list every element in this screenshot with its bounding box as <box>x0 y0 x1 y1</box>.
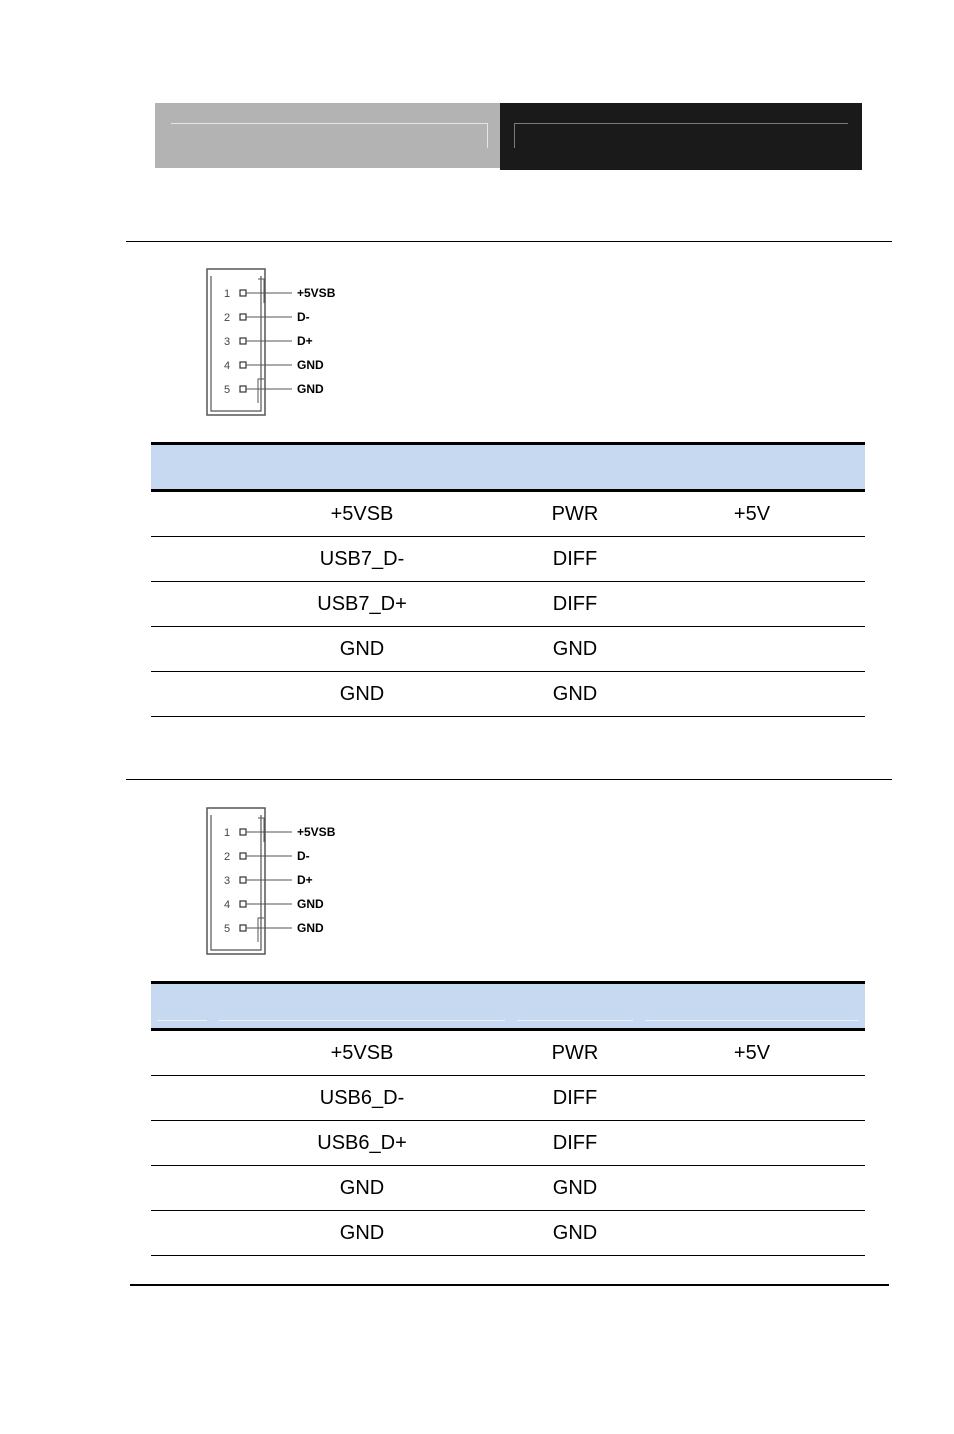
type-cell: GND <box>511 1166 639 1211</box>
connector-2-pin-diagram <box>200 805 360 957</box>
header-cell <box>639 983 865 1030</box>
pin-4 <box>224 358 324 372</box>
pin-label: +5VSB <box>297 286 336 300</box>
level-cell <box>639 582 865 627</box>
pin-5 <box>224 382 324 396</box>
pin-number: 3 <box>224 875 231 887</box>
pin-2 <box>224 310 310 324</box>
level-cell <box>639 627 865 672</box>
table-row <box>151 537 865 582</box>
type-cell: PWR <box>511 1030 639 1076</box>
header-underline <box>219 1020 505 1021</box>
header-cell <box>213 444 511 491</box>
pin-pad <box>240 877 246 883</box>
level-cell: +5V <box>639 1030 865 1076</box>
signal-cell: USB6_D+ <box>213 1121 511 1166</box>
connector-outline <box>207 808 265 954</box>
connector-1-pin-table <box>151 442 865 717</box>
pin-number: 2 <box>224 851 231 863</box>
type-cell: GND <box>511 672 639 717</box>
pin-number: 3 <box>224 336 231 348</box>
pin-pad <box>240 290 246 296</box>
pin-cell <box>151 537 213 582</box>
pin-number: 2 <box>224 312 231 324</box>
table-row <box>151 491 865 537</box>
connector-inner <box>211 276 261 411</box>
pin-pad <box>240 338 246 344</box>
header-underline <box>645 1020 859 1021</box>
signal-cell: GND <box>213 1211 511 1256</box>
header-cell <box>213 983 511 1030</box>
pin-pad <box>240 853 246 859</box>
pin-number: 5 <box>224 923 231 935</box>
level-cell <box>639 537 865 582</box>
pin-label: D+ <box>297 334 313 348</box>
table-row <box>151 672 865 717</box>
pin-4 <box>224 897 324 911</box>
signal-cell: GND <box>213 627 511 672</box>
pin-3 <box>224 334 313 348</box>
table-header-row <box>151 444 865 491</box>
signal-cell: USB7_D+ <box>213 582 511 627</box>
pin-label: GND <box>297 358 324 372</box>
header-left-frame <box>171 123 488 148</box>
pin-label: D- <box>297 849 310 863</box>
connector-inner <box>211 815 261 950</box>
header-cell <box>511 444 639 491</box>
pin-cell <box>151 1076 213 1121</box>
pin-cell <box>151 1211 213 1256</box>
type-cell: PWR <box>511 491 639 537</box>
pin-number: 1 <box>224 827 231 839</box>
connector-1-pin-diagram <box>200 266 360 418</box>
signal-cell: USB6_D- <box>213 1076 511 1121</box>
connector-outline <box>207 269 265 415</box>
level-cell <box>639 1166 865 1211</box>
pin-label: D- <box>297 310 310 324</box>
table-row <box>151 1030 865 1076</box>
signal-cell: +5VSB <box>213 491 511 537</box>
section-rule-1 <box>126 241 892 242</box>
pin-cell <box>151 1121 213 1166</box>
pin-5 <box>224 921 324 935</box>
level-cell <box>639 1076 865 1121</box>
type-cell: GND <box>511 627 639 672</box>
pin-cell <box>151 672 213 717</box>
signal-cell: +5VSB <box>213 1030 511 1076</box>
header-right-frame <box>514 123 848 148</box>
type-cell: DIFF <box>511 582 639 627</box>
pin-cell <box>151 1030 213 1076</box>
pin-number: 4 <box>224 899 231 911</box>
header-right-band <box>500 103 862 170</box>
type-cell: GND <box>511 1211 639 1256</box>
pin-label: GND <box>297 921 324 935</box>
footer-rule <box>130 1284 889 1286</box>
table-row <box>151 1211 865 1256</box>
header-cell <box>151 983 213 1030</box>
pin-pad <box>240 829 246 835</box>
pin-number: 5 <box>224 384 231 396</box>
signal-cell: GND <box>213 1166 511 1211</box>
level-cell: +5V <box>639 491 865 537</box>
pin-label: D+ <box>297 873 313 887</box>
pin-number: 1 <box>224 288 231 300</box>
pin-pad <box>240 362 246 368</box>
type-cell: DIFF <box>511 1076 639 1121</box>
pin-pad <box>240 314 246 320</box>
type-cell: DIFF <box>511 1121 639 1166</box>
header-left-band <box>155 103 500 168</box>
table-row <box>151 1166 865 1211</box>
pin-1 <box>224 286 336 300</box>
pin-1 <box>224 825 336 839</box>
pin-cell <box>151 582 213 627</box>
pin-number: 4 <box>224 360 231 372</box>
level-cell <box>639 1211 865 1256</box>
table-row <box>151 1121 865 1166</box>
header-cell <box>151 444 213 491</box>
signal-cell: GND <box>213 672 511 717</box>
level-cell <box>639 672 865 717</box>
connector-2-pin-table <box>151 981 865 1256</box>
header-underline <box>157 1020 207 1021</box>
level-cell <box>639 1121 865 1166</box>
pin-pad <box>240 901 246 907</box>
table-row <box>151 1076 865 1121</box>
header-cell <box>511 983 639 1030</box>
pin-2 <box>224 849 310 863</box>
pin-cell <box>151 491 213 537</box>
pin-3 <box>224 873 313 887</box>
header-cell <box>639 444 865 491</box>
pin-label: +5VSB <box>297 825 336 839</box>
table-row <box>151 627 865 672</box>
pin-label: GND <box>297 897 324 911</box>
pin-cell <box>151 1166 213 1211</box>
table-header-row <box>151 983 865 1030</box>
section-rule-2 <box>126 779 892 780</box>
type-cell: DIFF <box>511 537 639 582</box>
pin-pad <box>240 925 246 931</box>
table-row <box>151 582 865 627</box>
signal-cell: USB7_D- <box>213 537 511 582</box>
pin-cell <box>151 627 213 672</box>
pin-label: GND <box>297 382 324 396</box>
header-underline <box>517 1020 633 1021</box>
pin-pad <box>240 386 246 392</box>
